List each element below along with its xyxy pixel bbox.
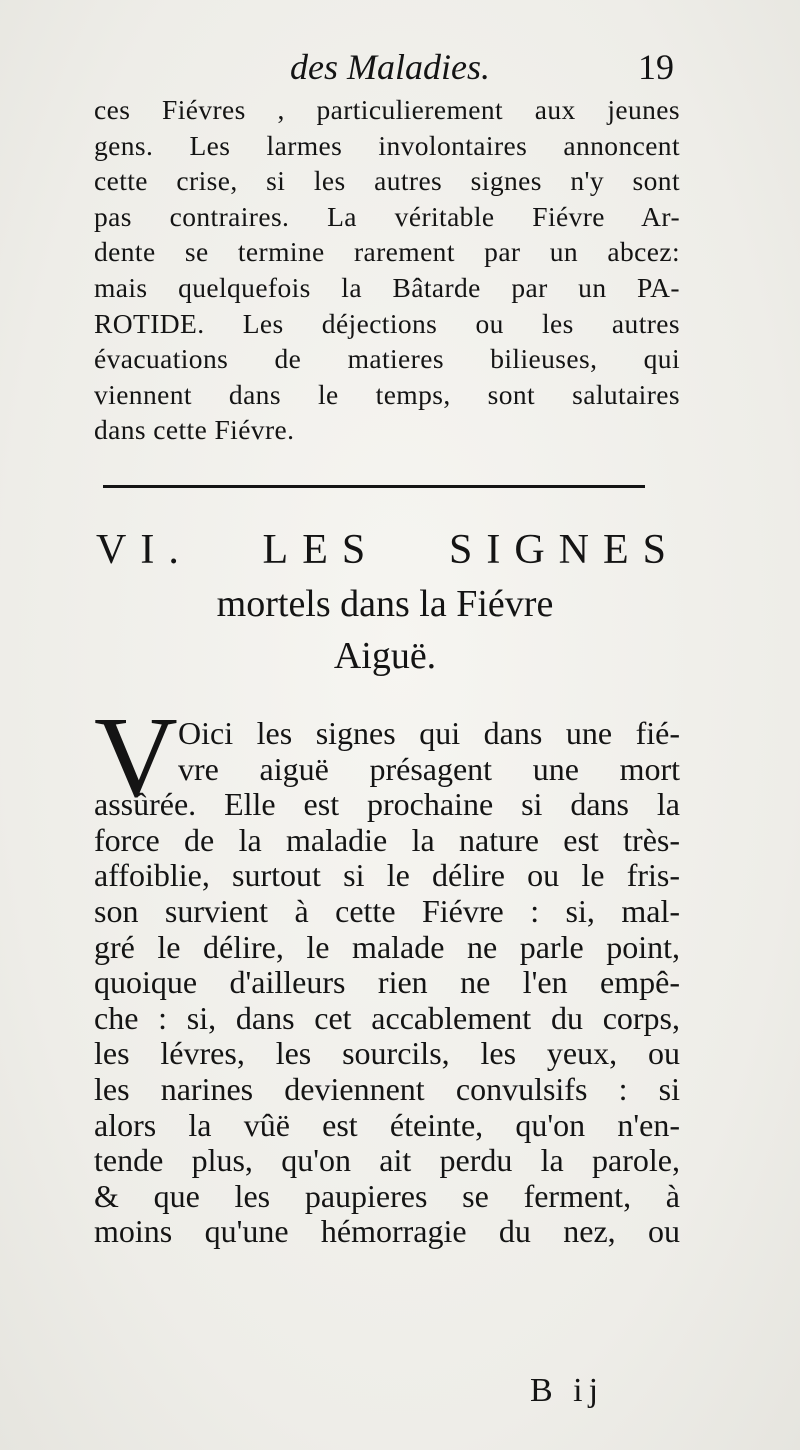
section-heading-line-1: VI. LES SIGNES (96, 527, 680, 573)
text-line: tende plus, qu'on ait perdu la parole, (94, 1142, 680, 1179)
text-line: assûrée. Elle est prochaine si dans la (94, 786, 680, 823)
running-head (90, 44, 690, 94)
text-line: Oici les signes qui dans une fié- (178, 715, 680, 751)
text-line: ROTIDE. Les déjections ou les autres (94, 307, 680, 339)
paragraph-signes-mortels (94, 694, 680, 1250)
text-line: évacuations de matieres bilieuses, qui (94, 343, 680, 375)
text-line: son survient à cette Fiévre : si, mal- (94, 892, 680, 929)
text-line: alors la vûë est éteinte, qu'on n'en- (94, 1106, 680, 1143)
drop-cap: V (94, 694, 178, 822)
text-line: moins qu'une hémorragie du nez, ou (94, 1213, 680, 1250)
text-line: quoique d'ailleurs rien ne l'en empê- (94, 964, 680, 1001)
text-line: force de la maladie la nature est très- (94, 821, 680, 858)
text-line: che : si, dans cet accablement du corps, (94, 999, 680, 1036)
text-line: ces Fiévres , particulierement aux jeunes (94, 94, 680, 125)
text-line: vre aiguë présagent une mort (178, 750, 680, 787)
text-line: viennent dans le temps, sont salutaires (94, 378, 680, 410)
section-heading-line-2: mortels dans la Fiévre (216, 583, 554, 625)
text-line: les lévres, les sourcils, les yeux, ou (94, 1035, 680, 1072)
section-heading-line-3: Aiguë. (333, 635, 437, 677)
text-line: & que les paupieres se ferment, à (94, 1177, 680, 1214)
section-heading (90, 522, 680, 682)
text-line: les narines deviennent convulsifs : si (94, 1070, 680, 1107)
paragraph-fievre-ardente (94, 92, 680, 448)
text-line: dans cette Fiévre. (94, 414, 295, 446)
text-line: gens. Les larmes involontaires annoncent (94, 129, 680, 161)
text-line: gré le délire, le malade ne parle point, (94, 928, 680, 965)
text-line: mais quelquefois la Bâtarde par un PA- (94, 271, 680, 303)
signature-mark: B ij (530, 1372, 605, 1409)
text-line: cette crise, si les autres signes n'y sont (94, 165, 680, 197)
running-title: des Maladies. (290, 47, 490, 87)
text-line: affoiblie, surtout si le délire ou le fris- (94, 857, 680, 894)
page-number: 19 (638, 47, 674, 87)
text-line: dente se termine rarement par un abcez: (94, 236, 680, 268)
text-line: pas contraires. La véritable Fiévre Ar- (94, 200, 680, 232)
section-divider (103, 485, 645, 488)
